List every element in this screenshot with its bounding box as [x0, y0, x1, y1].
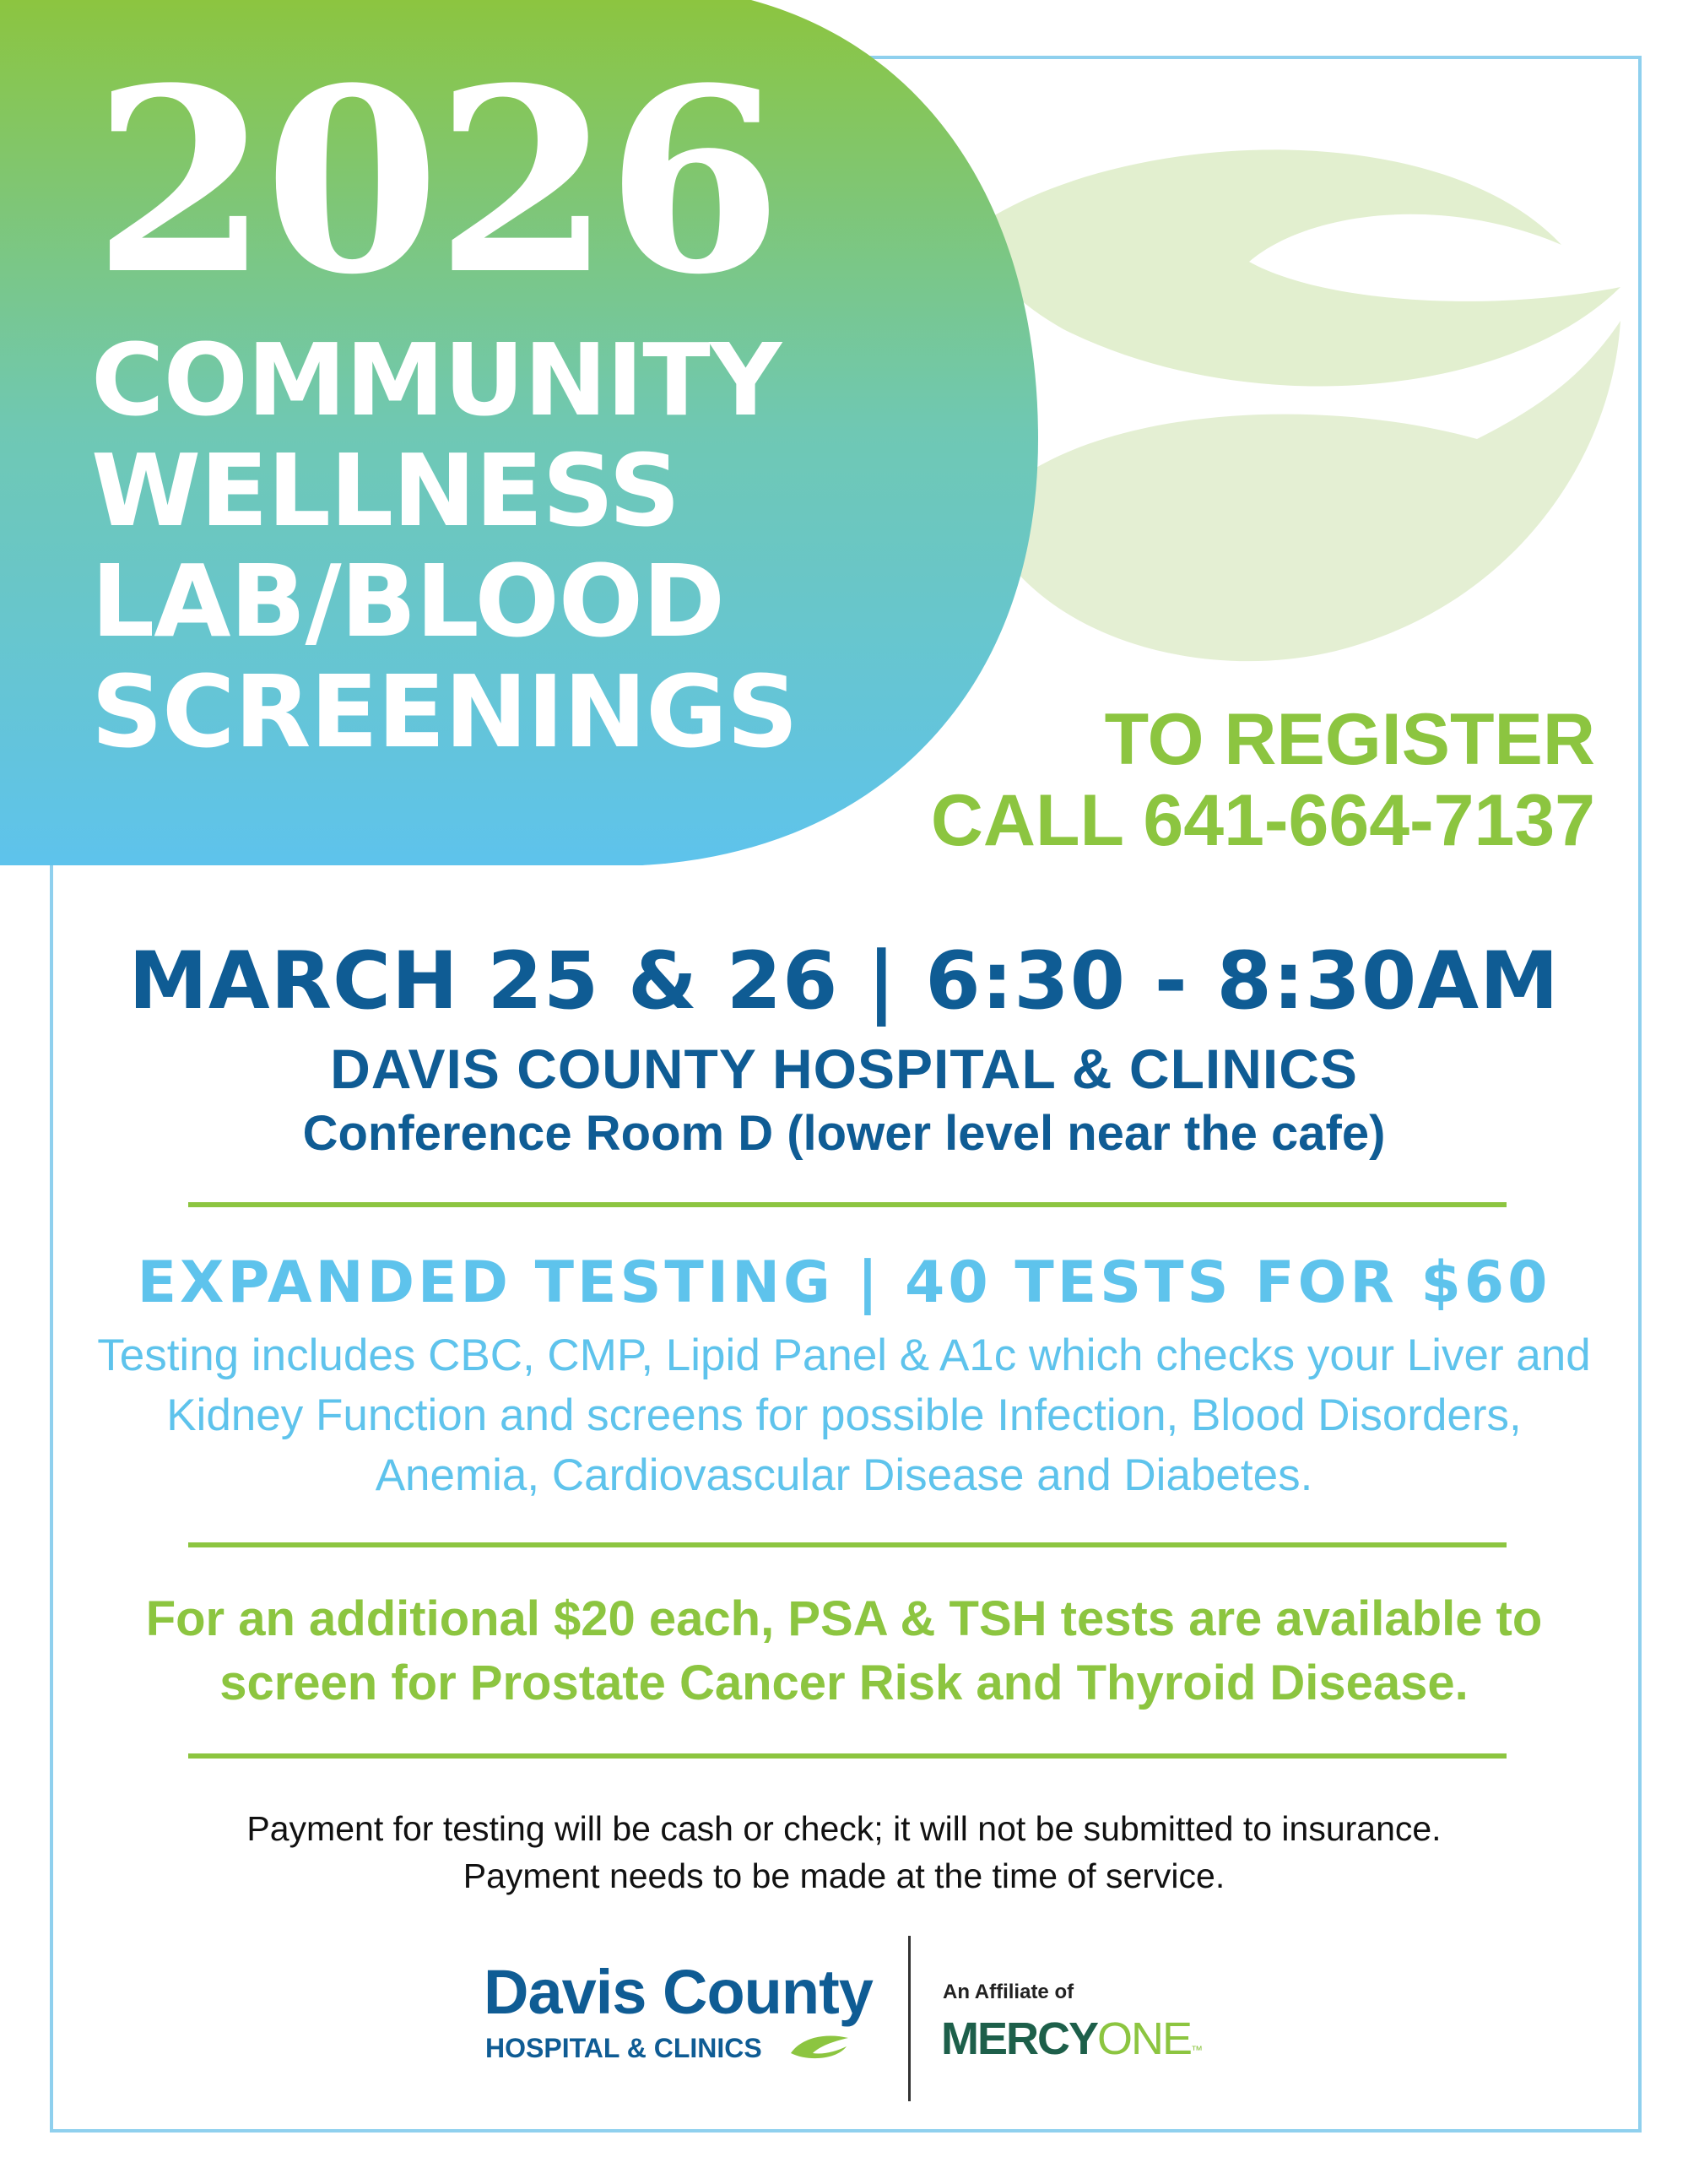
title-line: LAB/BLOOD: [91, 543, 725, 659]
event-venue: DAVIS COUNTY HOSPITAL & CLINICS: [330, 1038, 1358, 1100]
event-title: [91, 322, 851, 770]
register-phone[interactable]: CALL 641-664-7137: [930, 780, 1595, 861]
divider-rule: [188, 1753, 1507, 1759]
mercyone-wordmark: [941, 2013, 1203, 2075]
register-callout: [931, 699, 1595, 861]
leaf-icon: [789, 2028, 850, 2062]
trademark-icon: ™: [1191, 2043, 1204, 2057]
mercyone-wordmark-a: MERCY: [941, 2013, 1098, 2064]
event-room: Conference Room D (lower level near the cafe): [302, 1106, 1386, 1161]
davis-logo-name: Davis County: [484, 1957, 873, 2027]
title-line: COMMUNITY: [91, 322, 782, 438]
event-year: 2026: [93, 32, 777, 330]
divider-rule: [188, 1542, 1507, 1547]
register-label: TO REGISTER: [1104, 699, 1595, 780]
davis-county-logo: [484, 1957, 889, 2075]
payment-note: [59, 1805, 1629, 1899]
davis-logo-subtitle: HOSPITAL & CLINICS: [485, 2033, 762, 2063]
additional-tests-note: For an additional $20 each, PSA & TSH tests are available to screen for Prostate Cancer Risk and Thyroid Disease.: [145, 1591, 1543, 1710]
payment-line: Payment needs to be made at the time of service.: [463, 1856, 1225, 1895]
mercyone-wordmark-b: ONE: [1097, 2013, 1192, 2064]
payment-line: Payment for testing will be cash or check; it will not be submitted to insurance.: [246, 1809, 1442, 1848]
logo-divider: [908, 1936, 911, 2101]
affiliate-label: An Affiliate of: [943, 1981, 1074, 2003]
title-line: WELLNESS: [91, 432, 680, 549]
mercyone-logo: [941, 1980, 1245, 2073]
title-line: SCREENINGS: [91, 653, 798, 770]
testing-heading: EXPANDED TESTING | 40 TESTS FOR $60: [137, 1249, 1551, 1316]
event-dates-time: MARCH 25 & 26 | 6:30 - 8:30AM: [128, 935, 1560, 1027]
testing-description: Testing includes CBC, CMP, Lipid Panel & A1c which checks your Liver and Kidney Function and screens for possible Infection, Blood Disorders, Anemia, Cardiovascular Disease and Diabetes.: [97, 1330, 1591, 1500]
divider-rule: [188, 1202, 1507, 1207]
leaf-decoration: [971, 118, 1637, 726]
